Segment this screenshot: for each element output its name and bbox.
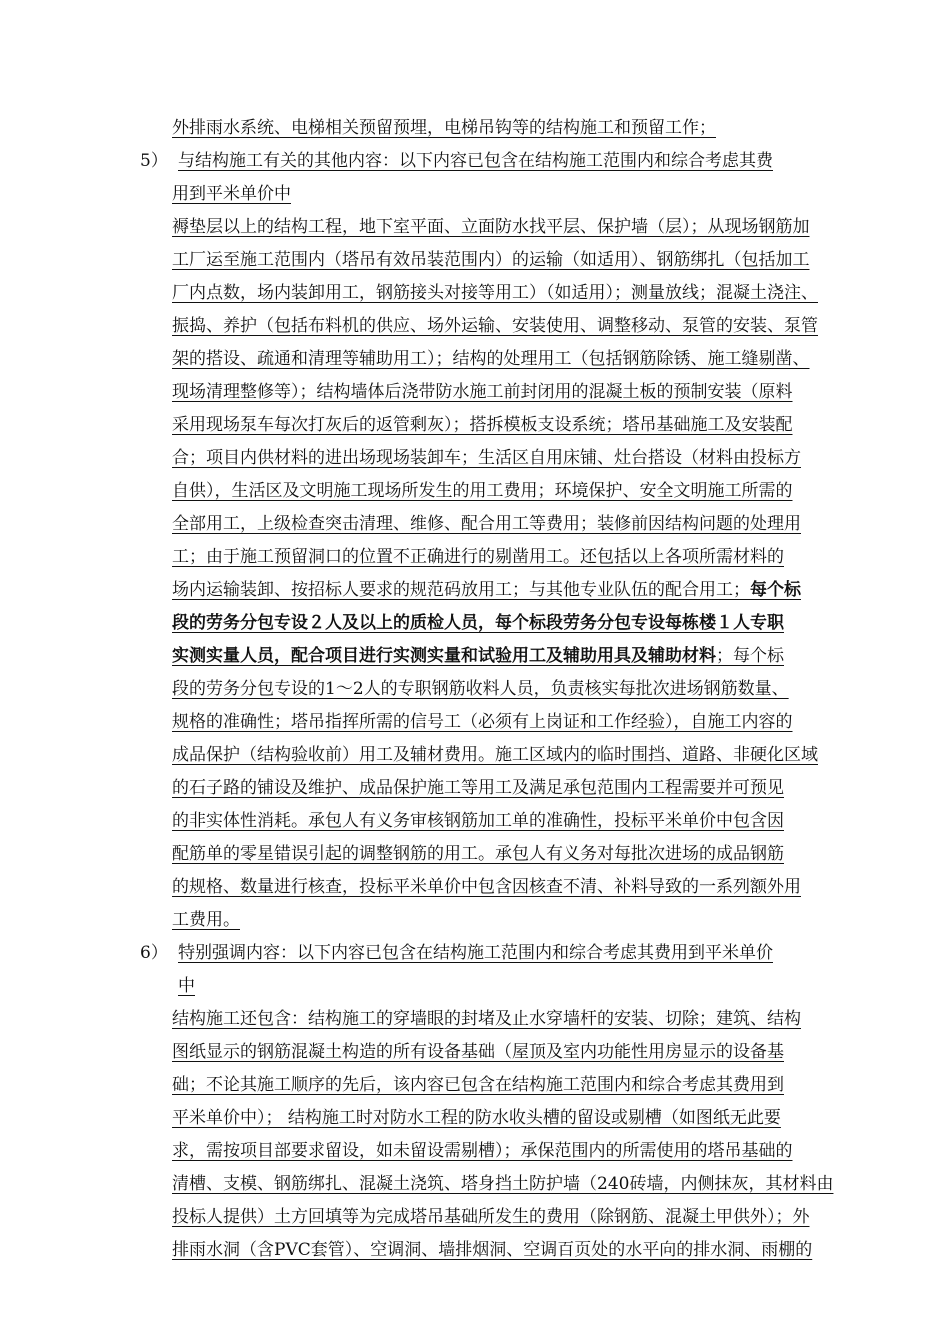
text-line: 厂内点数，场内装卸用工，钢筋接头对接等用工）（如适用）；测量放线；混凝土浇注、 bbox=[172, 283, 818, 303]
text-line: 础；不论其施工顺序的先后，该内容已包含在结构施工范围内和综合考虑其费用到 bbox=[172, 1075, 784, 1095]
text-line: 自供），生活区及文明施工现场所发生的用工费用；环境保护、安全文明施工所需的 bbox=[172, 481, 793, 501]
text-line: 外排雨水系统、电梯相关预留预埋，电梯吊钩等的结构施工和预留工作； bbox=[172, 118, 716, 138]
text-line: 工厂运至施工范围内（塔吊有效吊装范围内）的运输（如适用）、钢筋绑扎（包括加工 bbox=[172, 250, 810, 270]
text-line: 振捣、养护（包括布料机的供应、场外运输、安装使用、调整移动、泵管的安装、泵管 bbox=[172, 316, 818, 336]
bold-text: 每个标 bbox=[750, 580, 801, 600]
item-6-heading: 特别强调内容：以下内容已包含在结构施工范围内和综合考虑其费用到平米单价 bbox=[178, 943, 773, 963]
text-line: 清槽、支模、钢筋绑扎、混凝土浇筑、塔身挡土防护墙（240砖墙，内侧抹灰，其材料由 bbox=[172, 1174, 834, 1194]
text-line: 的规格、数量进行核查，投标平米单价中包含因核查不清、补料导致的一系列额外用 bbox=[172, 877, 801, 897]
text-line: 规格的准确性；塔吊指挥所需的信号工（必须有上岗证和工作经验），自施工内容的 bbox=[172, 712, 793, 732]
bold-text: 实测实量人员，配合项目进行实测实量和试验用工及辅助用具及辅助材料 bbox=[172, 646, 716, 666]
text-line: 成品保护（结构验收前）用工及辅材费用。施工区域内的临时围挡、道路、非硬化区域 bbox=[172, 745, 818, 765]
text-line: 图纸显示的钢筋混凝土构造的所有设备基础（屋顶及室内功能性用房显示的设备基 bbox=[172, 1042, 784, 1062]
text-line: 采用现场泵车每次打灰后的返管剩灰）；搭拆模板支设系统；塔吊基础施工及安装配 bbox=[172, 415, 793, 435]
text-line: 合；项目内供材料的进出场现场装卸车；生活区自用床铺、灶台搭设（材料由投标方 bbox=[172, 448, 801, 468]
text-line: 的石子路的铺设及维护、成品保护施工等用工及满足承包范围内工程需要并可预见 bbox=[172, 778, 784, 798]
text-line: 结构施工还包含：结构施工的穿墙眼的封堵及止水穿墙杆的安装、切除；建筑、结构 bbox=[172, 1009, 801, 1029]
item-5-heading: 与结构施工有关的其他内容：以下内容已包含在结构施工范围内和综合考虑其费 bbox=[178, 151, 773, 171]
text-line: 投标人提供）土方回填等为完成塔吊基础所发生的费用（除钢筋、混凝土甲供外）；外 bbox=[172, 1207, 810, 1227]
text-line: 实测实量人员，配合项目进行实测实量和试验用工及辅助用具及辅助材料；每个标 bbox=[172, 646, 784, 666]
item-5-heading-cont: 用到平米单价中 bbox=[172, 184, 291, 204]
text-line: 求，需按项目部要求留设，如未留设需剔槽）；承保范围内的所需使用的塔吊基础的 bbox=[172, 1141, 793, 1161]
item-6-number: 6） bbox=[140, 943, 168, 963]
text-line: 平米单价中）； 结构施工时对防水工程的防水收头槽的留设或剔槽（如图纸无此要 bbox=[172, 1108, 781, 1128]
text-line: 配筋单的零星错误引起的调整钢筋的用工。承包人有义务对每批次进场的成品钢筋 bbox=[172, 844, 784, 864]
text-line: 排雨水洞（含PVC套管）、空调洞、墙排烟洞、空调百页处的水平向的排水洞、雨棚的 bbox=[172, 1240, 813, 1260]
text-line: 现场清理整修等）；结构墙体后浇带防水施工前封闭用的混凝土板的预制安装（原料 bbox=[172, 382, 793, 402]
text-line: 工费用。 bbox=[172, 910, 240, 930]
item-6-heading-cont: 中 bbox=[178, 976, 195, 996]
text-line: 场内运输装卸、按招标人要求的规范码放用工；与其他专业队伍的配合用工；每个标 bbox=[172, 580, 801, 600]
bold-text-line: 段的劳务分包专设２人及以上的质检人员，每个标段劳务分包专设每栋楼１人专职 bbox=[172, 613, 784, 633]
text-line: 架的搭设、疏通和清理等辅助用工）；结构的处理用工（包括钢筋除锈、施工缝剔凿、 bbox=[172, 349, 810, 369]
text-line: 全部用工，上级检查突击清理、维修、配合用工等费用；装修前因结构问题的处理用 bbox=[172, 514, 801, 534]
text-line: 褥垫层以上的结构工程，地下室平面、立面防水找平层、保护墙（层）；从现场钢筋加 bbox=[172, 217, 810, 237]
text-line: 段的劳务分包专设的1～2人的专职钢筋收料人员，负责核实每批次进场钢筋数量、 bbox=[172, 679, 789, 699]
text-line: 的非实体性消耗。承包人有义务审核钢筋加工单的准确性，投标平米单价中包含因 bbox=[172, 811, 784, 831]
item-5-number: 5） bbox=[140, 151, 168, 171]
text-line: 工；由于施工预留洞口的位置不正确进行的剔凿用工。还包括以上各项所需材料的 bbox=[172, 547, 784, 567]
